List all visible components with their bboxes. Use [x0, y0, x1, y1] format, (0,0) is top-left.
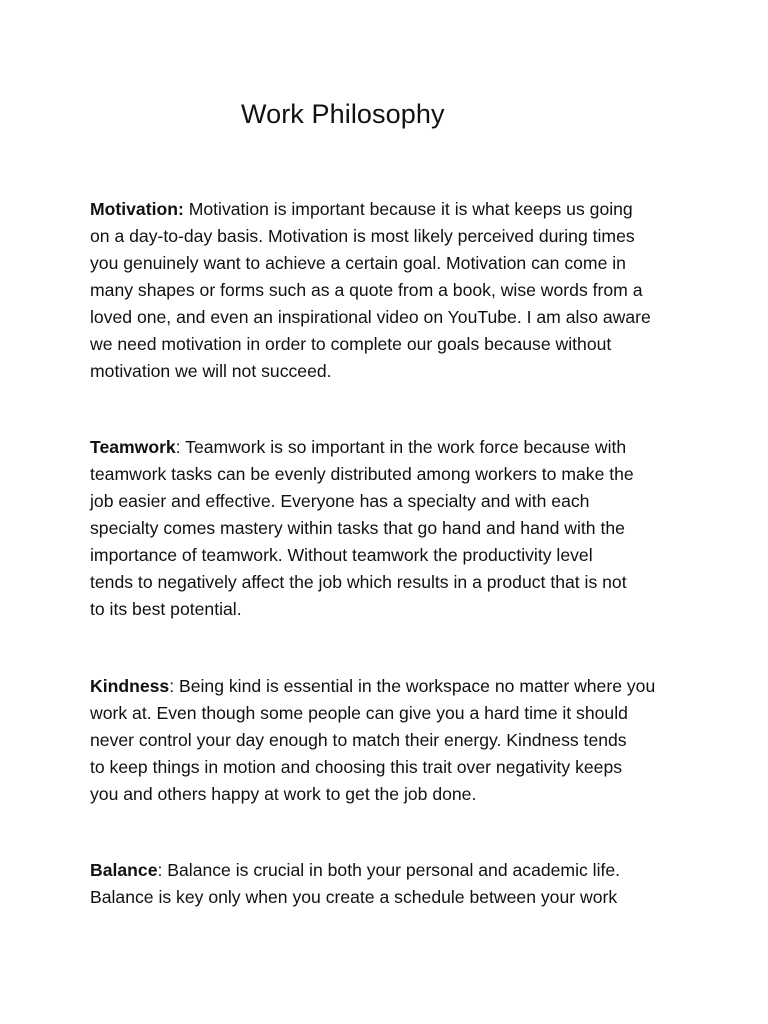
section-line: specialty comes mastery within tasks that go hand and hand with the: [90, 518, 625, 538]
section-term: Teamwork: [90, 437, 176, 457]
section-line: motivation we will not succeed.: [90, 361, 332, 381]
section-line: importance of teamwork. Without teamwork the productivity level: [90, 545, 593, 565]
section-line: teamwork tasks can be evenly distributed among workers to make the: [90, 464, 634, 484]
section-first-line: [90, 857, 690, 884]
section-line: on a day-to-day basis. Motivation is most likely perceived during times: [90, 226, 635, 246]
section-first-line: [90, 673, 690, 700]
document-title: Work Philosophy: [241, 99, 445, 129]
section-line: Balance is key only when you create a schedule between your work: [90, 887, 618, 907]
section-line: we need motivation in order to complete our goals because without: [90, 334, 612, 354]
section-motivation: [90, 196, 690, 385]
section-first-line: [90, 434, 690, 461]
section-line: to keep things in motion and choosing this trait over negativity keeps: [90, 757, 623, 777]
section-line: loved one, and even an inspirational video on YouTube. I am also aware: [90, 307, 651, 327]
section-line: many shapes or forms such as a quote from a book, wise words from a: [90, 280, 643, 300]
section-kindness: [90, 673, 690, 808]
section-first-line-text: : Balance is crucial in both your personal and academic life.: [157, 860, 621, 880]
section-term: Kindness: [90, 676, 170, 696]
section-first-line-text: Motivation is important because it is what keeps us going: [183, 199, 633, 219]
section-line: you genuinely want to achieve a certain goal. Motivation can come in: [90, 253, 626, 273]
section-line: never control your day enough to match their energy. Kindness tends: [90, 730, 627, 750]
section-teamwork: [90, 434, 690, 623]
section-line: to its best potential.: [90, 599, 242, 619]
section-line: you and others happy at work to get the job done.: [90, 784, 477, 804]
section-line: work at. Even though some people can give you a hard time it should: [90, 703, 628, 723]
section-line: tends to negatively affect the job which results in a product that is not: [90, 572, 627, 592]
section-first-line-text: : Teamwork is so important in the work force because with: [175, 437, 627, 457]
section-term: Motivation:: [90, 199, 184, 219]
section-term: Balance: [90, 860, 158, 880]
section-first-line-text: : Being kind is essential in the workspace no matter where you: [169, 676, 656, 696]
section-balance: [90, 857, 690, 911]
section-line: job easier and effective. Everyone has a specialty and with each: [90, 491, 590, 511]
section-first-line: [90, 196, 690, 223]
